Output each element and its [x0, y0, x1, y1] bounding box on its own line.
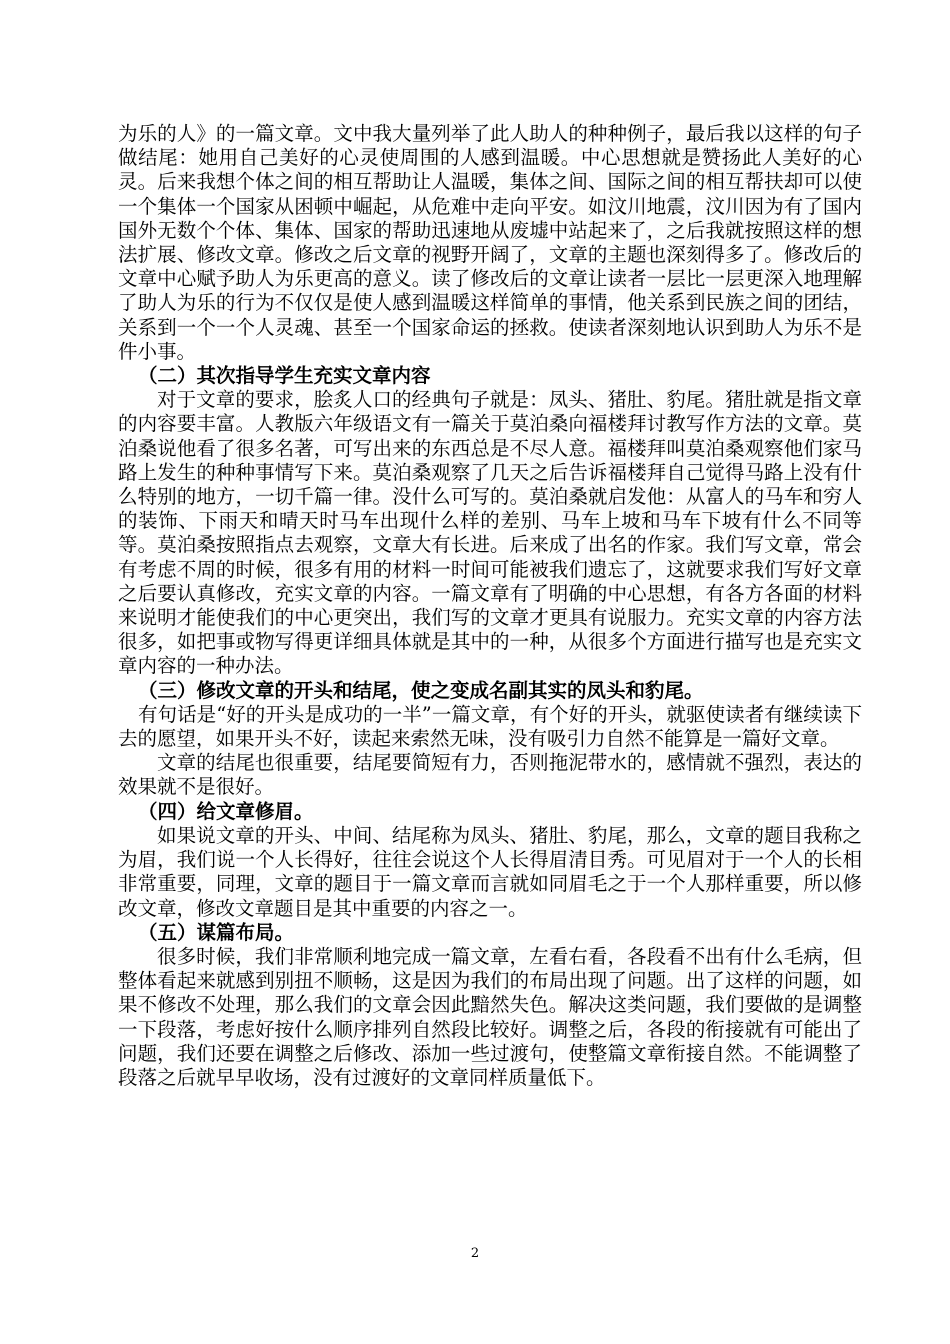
section-5-paragraph: 很多时候，我们非常顺利地完成一篇文章，左看右看，各段看不出有什么毛病，但整体看起来就感到别扭不顺畅，这是因为我们的布局出现了问题。出了这样的问题，如果不修改不处理，那么我们的文章会因此黯然失色。解决这类问题，我们要做的是调整一下段落，考虑好按什么顺序排列自然段比较好。调整之后，各段的衔接就有可能出了问题，我们还要在调整之后修改、添加一些过渡句，使整篇文章衔接自然。不能调整了段落之后就早早收场，没有过渡好的文章同样质量低下。	[118, 944, 862, 1089]
continuation-paragraph: 为乐的人》的一篇文章。文中我大量列举了此人助人的种种例子，最后我以这样的句子做结尾：她用自己美好的心灵使周围的人感到温暖。中心思想就是赞扬此人美好的心灵。后来我想个体之间的相互帮助让人温暖，集体之间、国际之间的相互帮扶却可以使一个集体一个国家从困顿中崛起，从危难中走向平安。如汶川地震，汶川因为有了国内国外无数个个体、集体、国家的帮助迅速地从废墟中站起来了，之后我就按照这样的想法扩展、修改文章。修改之后文章的视野开阔了，文章的主题也深刻得多了。修改后的文章中心赋予助人为乐更高的意义。读了修改后的文章让读者一层比一层更深入地理解了助人为乐的行为不仅仅是使人感到温暖这样简单的事情，他关系到民族之间的团结，关系到一个一个人灵魂、甚至一个国家命运的拯救。使读者深刻地认识到助人为乐不是件小事。	[118, 122, 862, 363]
section-heading-2: （二）其次指导学生充实文章内容	[138, 364, 431, 388]
section-3-paragraph-2: 文章的结尾也很重要，结尾要简短有力，否则拖泥带水的，感情就不强烈，表达的效果就不是很好。	[118, 751, 862, 799]
section-2-paragraph: 对于文章的要求，脍炙人口的经典句子就是：凤头、猪肚、豹尾。猪肚就是指文章的内容要丰富。人教版六年级语文有一篇关于莫泊桑向福楼拜讨教写作方法的文章。莫泊桑说他看了很多名著，可写出来的东西总是不尽人意。福楼拜叫莫泊桑观察他们家马路上发生的种种事情写下来。莫泊桑观察了几天之后告诉福楼拜自己觉得马路上没有什么特别的地方，一切千篇一律。没什么可写的。莫泊桑就启发他：从富人的马车和穷人的装饰、下雨天和晴天时马车出现什么样的差别、马车上坡和马车下坡有什么不同等等。莫泊桑按照指点去观察，文章大有长进。后来成了出名的作家。我们写文章，常会有考虑不周的时候，很多有用的材料一时间可能被我们遗忘了，这就要求我们写好文章之后要认真修改，充实文章的内容。一篇文章有了明确的中心思想，有各方各面的材料来说明才能使我们的中心更突出，我们写的文章才更具有说服力。充实文章的内容方法很多，如把事或物写得更详细具体就是其中的一种，从很多个方面进行描写也是充实文章内容的一种办法。	[118, 388, 862, 678]
body-text	[118, 122, 862, 1090]
section-heading-4: （四）给文章修眉。	[138, 799, 314, 823]
section-heading-3: （三）修改文章的开头和结尾，使之变成名副其实的凤头和豹尾。	[138, 678, 704, 702]
page-number: 2	[470, 1246, 480, 1261]
section-4-paragraph: 如果说文章的开头、中间、结尾称为凤头、猪肚、豹尾，那么，文章的题目我称之为眉，我们说一个人长得好，往往会说这个人长得眉清目秀。可见眉对于一个人的长相非常重要，同理，文章的题目于一篇文章而言就如同眉毛之于一个人那样重要，所以修改文章，修改文章题目是其中重要的内容之一。	[118, 823, 862, 920]
section-3-paragraph-1: 有句话是“好的开头是成功的一半”一篇文章，有个好的开头，就驱使读者有继续读下去的愿望，如果开头不好，读起来索然无味，没有吸引力自然不能算是一篇好文章。	[118, 702, 862, 751]
section-heading-5: （五）谋篇布局。	[138, 920, 295, 944]
